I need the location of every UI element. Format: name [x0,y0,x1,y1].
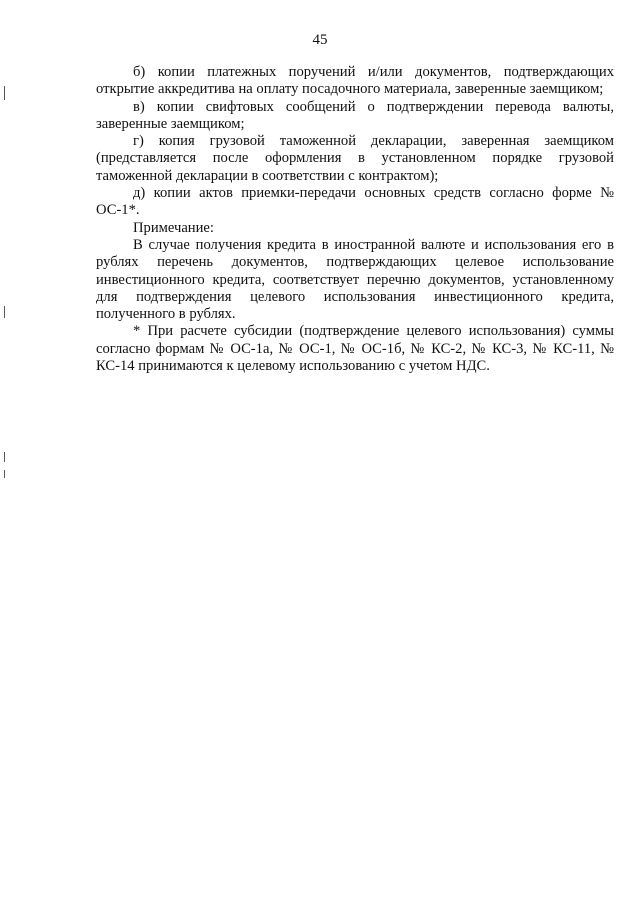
scan-margin-mark [4,470,5,478]
document-body [96,64,614,375]
item-b-payment-orders: б) копии платежных поручений и/или документов, подтверждающих открытие аккредитива на оплату посадочного материала, заверенные заемщиком; [96,64,614,98]
item-v-swift-messages: в) копии свифтовых сообщений о подтверждении перевода валюты, заверенные заемщиком; [96,98,614,132]
item-d-acceptance-acts: д) копии актов приемки-передачи основных средств согласно форме № ОС-1*. [96,185,614,219]
footnote-subsidy-vat: * При расчете субсидии (подтверждение целевого использования) суммы согласно формам № ОС-1а, № ОС-1, № ОС-1б, № КС-2, № КС-3, № КС-11, № КС-14 принимаются к целевому использованию с учетом НДС. [96,323,614,375]
page-number: 45 [312,32,328,48]
scan-margin-mark [4,306,5,318]
note-heading: Примечание: [133,219,214,236]
note-foreign-currency: В случае получения кредита в иностранной валюте и использования его в рублях перечень документов, подтверждающих целевое использование инвестиционного кредита, соответствует перечню документов, установленному для подтверждения целевого использования инвестиционного кредита, полученного в рублях. [96,236,614,323]
item-g-customs-declaration: г) копия грузовой таможенной декларации, заверенная заемщиком (представляется после оформления в установленном порядке грузовой таможенной декларации в соответствии с контрактом); [96,133,614,184]
scan-margin-mark [4,86,5,100]
scan-margin-mark [4,452,5,462]
